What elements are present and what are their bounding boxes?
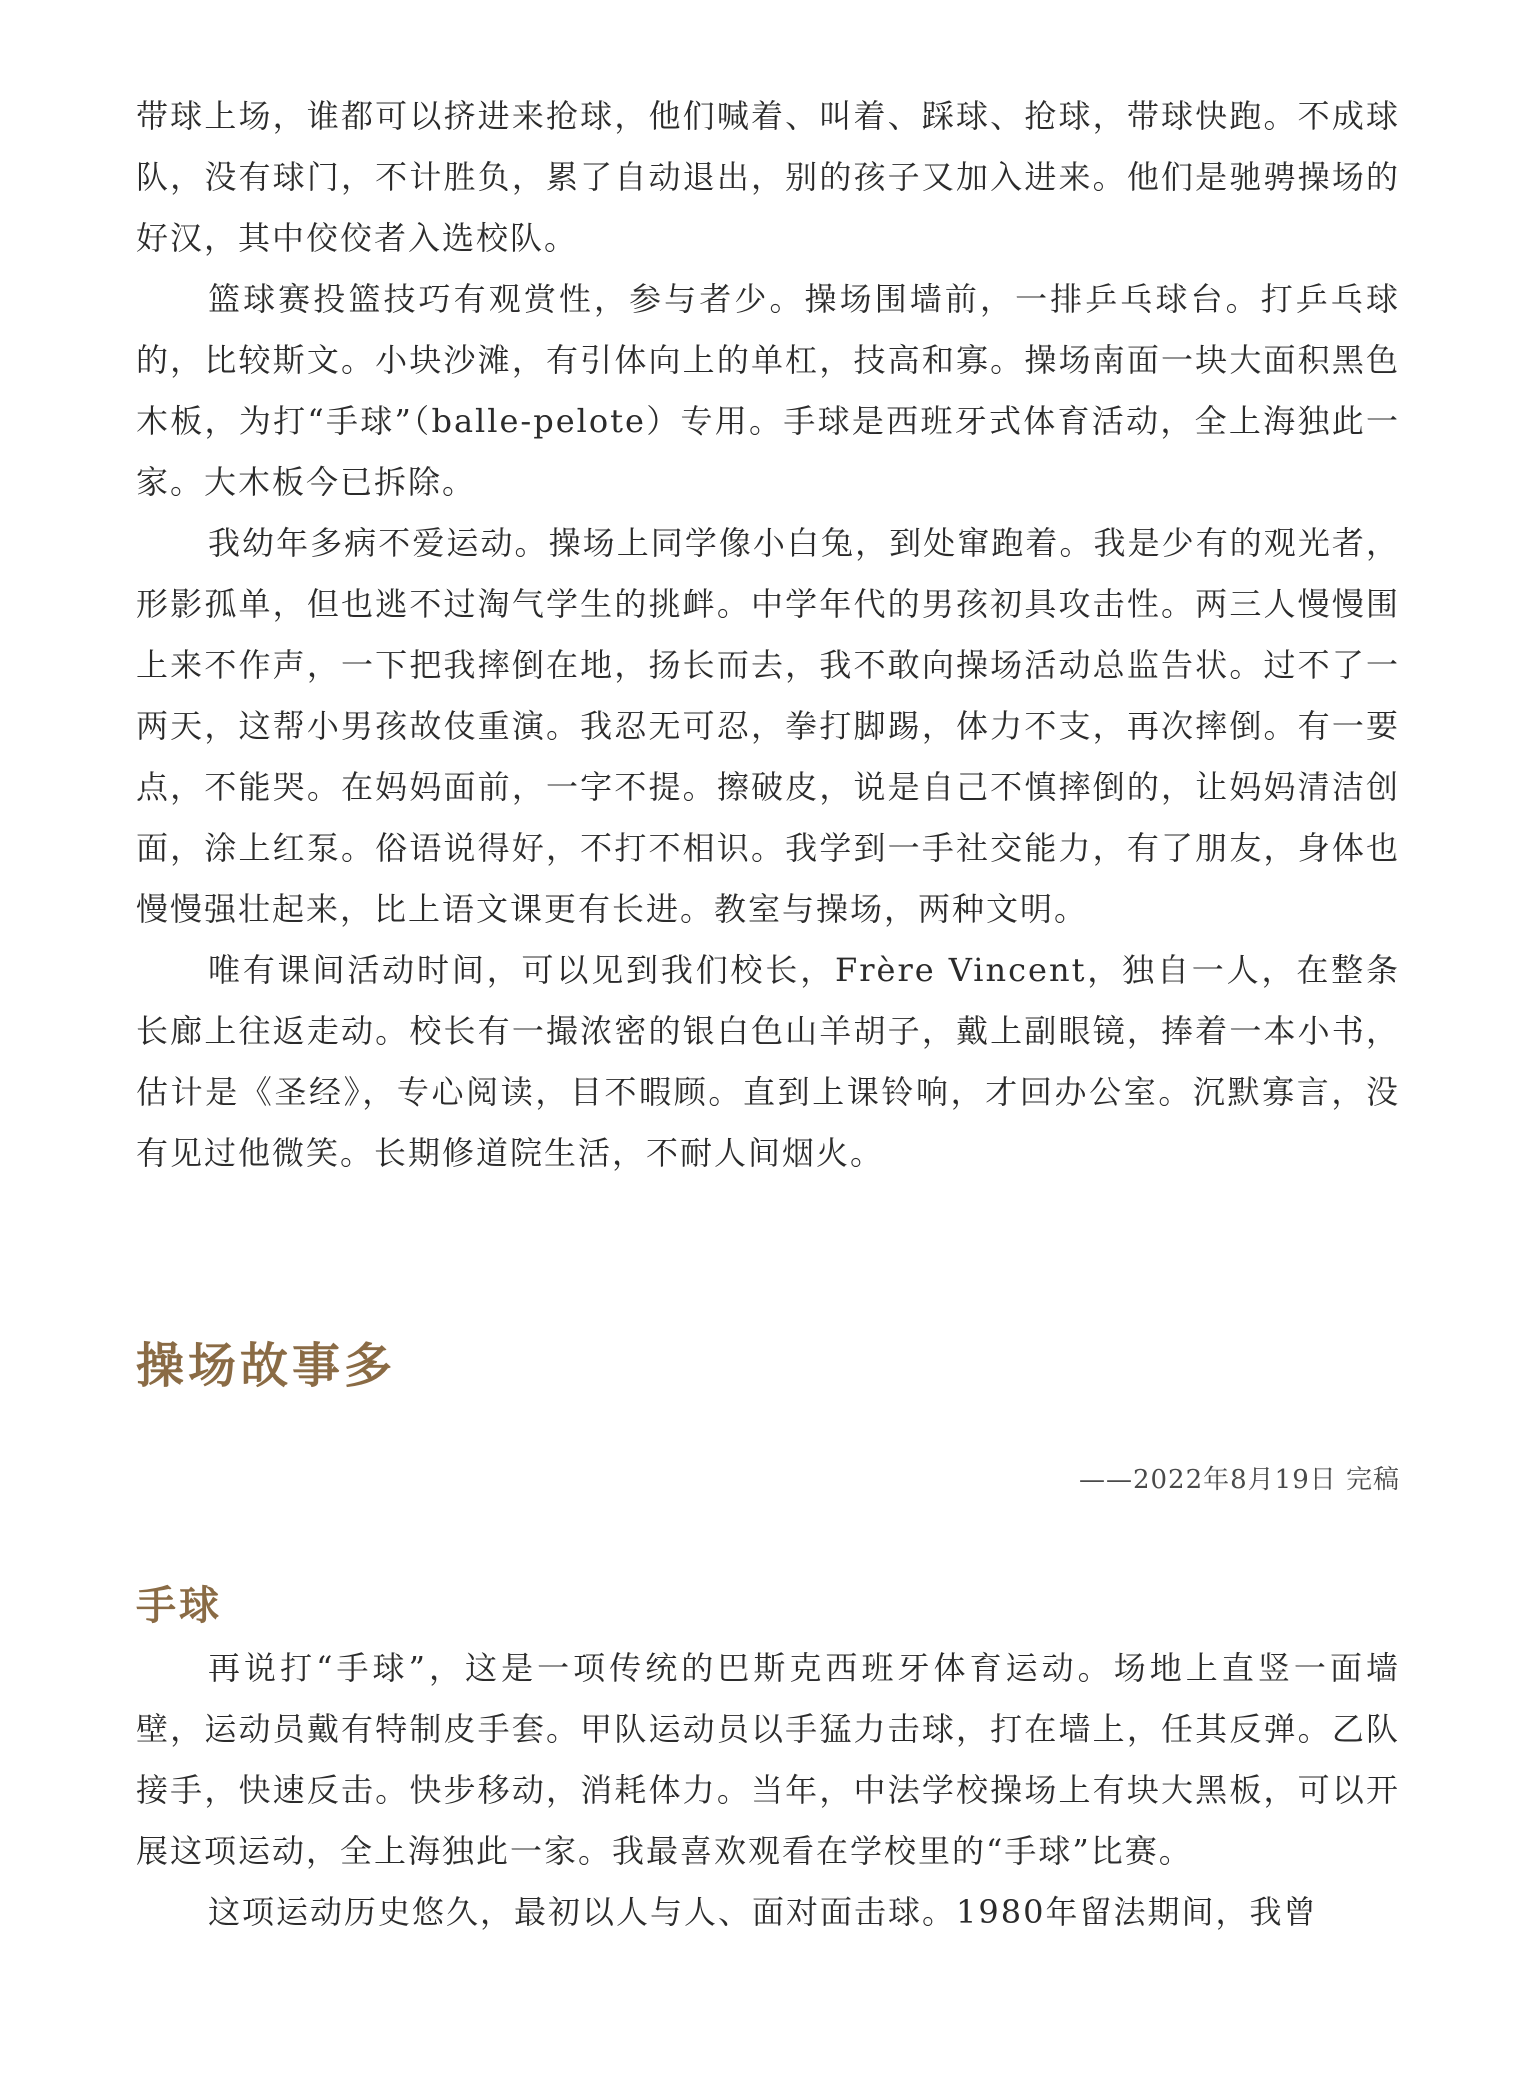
- completion-date: ——2022年8月19日 完稿: [1078, 1465, 1400, 1495]
- paragraph-history: 这项运动历史悠久，最初以人与人、面对面击球。1980年留法期间，我曾: [208, 1893, 1318, 1931]
- paragraph-childhood: 我幼年多病不爱运动。操场上同学像小白兔，到处窜跑着。我是少有的观光者，形影孤单，但也逃不过淘气学生的挑衅。中学年代的男孩初具攻击性。两三人慢慢围上来不作声，一下把我摔倒在地，扬长而去，我不敢向操场活动总监告状。过不了一两天，这帮小男孩故伎重演。我忍无可忍，拳打脚踢，体力不支，再次摔倒。有一要点，不能哭。在妈妈面前，一字不提。擦破皮，说是自己不慎摔倒的，让妈妈清洁创面，涂上红泵。俗语说得好，不打不相识。我学到一手社交能力，有了朋友，身体也慢慢强壮起来，比上语文课更有长进。教室与操场，两种文明。: [136, 524, 1400, 928]
- section-title: 操场故事多: [136, 1338, 397, 1394]
- paragraph-continued: 带球上场，谁都可以挤进来抢球，他们喊着、叫着、踩球、抢球，带球快跑。不成球队，没有球门，不计胜负，累了自动退出，别的孩子又加入进来。他们是驰骋操场的好汉，其中佼佼者入选校队。: [136, 97, 1400, 257]
- subsection-title: 手球: [136, 1582, 222, 1629]
- article-body-top: [136, 86, 1400, 1184]
- paragraph-principal: 唯有课间活动时间，可以见到我们校长，Frère Vincent，独自一人，在整条长廊上往返走动。校长有一撮浓密的银白色山羊胡子，戴上副眼镜，捧着一本小书，估计是《圣经》，专心阅读，目不暇顾。直到上课铃响，才回办公室。沉默寡言，没有见过他微笑。长期修道院生活，不耐人间烟火。: [136, 951, 1400, 1172]
- paragraph-handball: 再说打“手球”，这是一项传统的巴斯克西班牙体育运动。场地上直竖一面墙壁，运动员戴有特制皮手套。甲队运动员以手猛力击球，打在墙上，任其反弹。乙队接手，快速反击。快步移动，消耗体力。当年，中法学校操场上有块大黑板，可以开展这项运动，全上海独此一家。我最喜欢观看在学校里的“手球”比赛。: [136, 1649, 1400, 1870]
- article-body-bottom: [136, 1638, 1400, 1943]
- paragraph-basketball: 篮球赛投篮技巧有观赏性，参与者少。操场围墙前，一排乒乓球台。打乒乓球的，比较斯文。小块沙滩，有引体向上的单杠，技高和寡。操场南面一块大面积黑色木板，为打“手球”（balle-pelote）专用。手球是西班牙式体育活动，全上海独此一家。大木板今已拆除。: [136, 280, 1400, 501]
